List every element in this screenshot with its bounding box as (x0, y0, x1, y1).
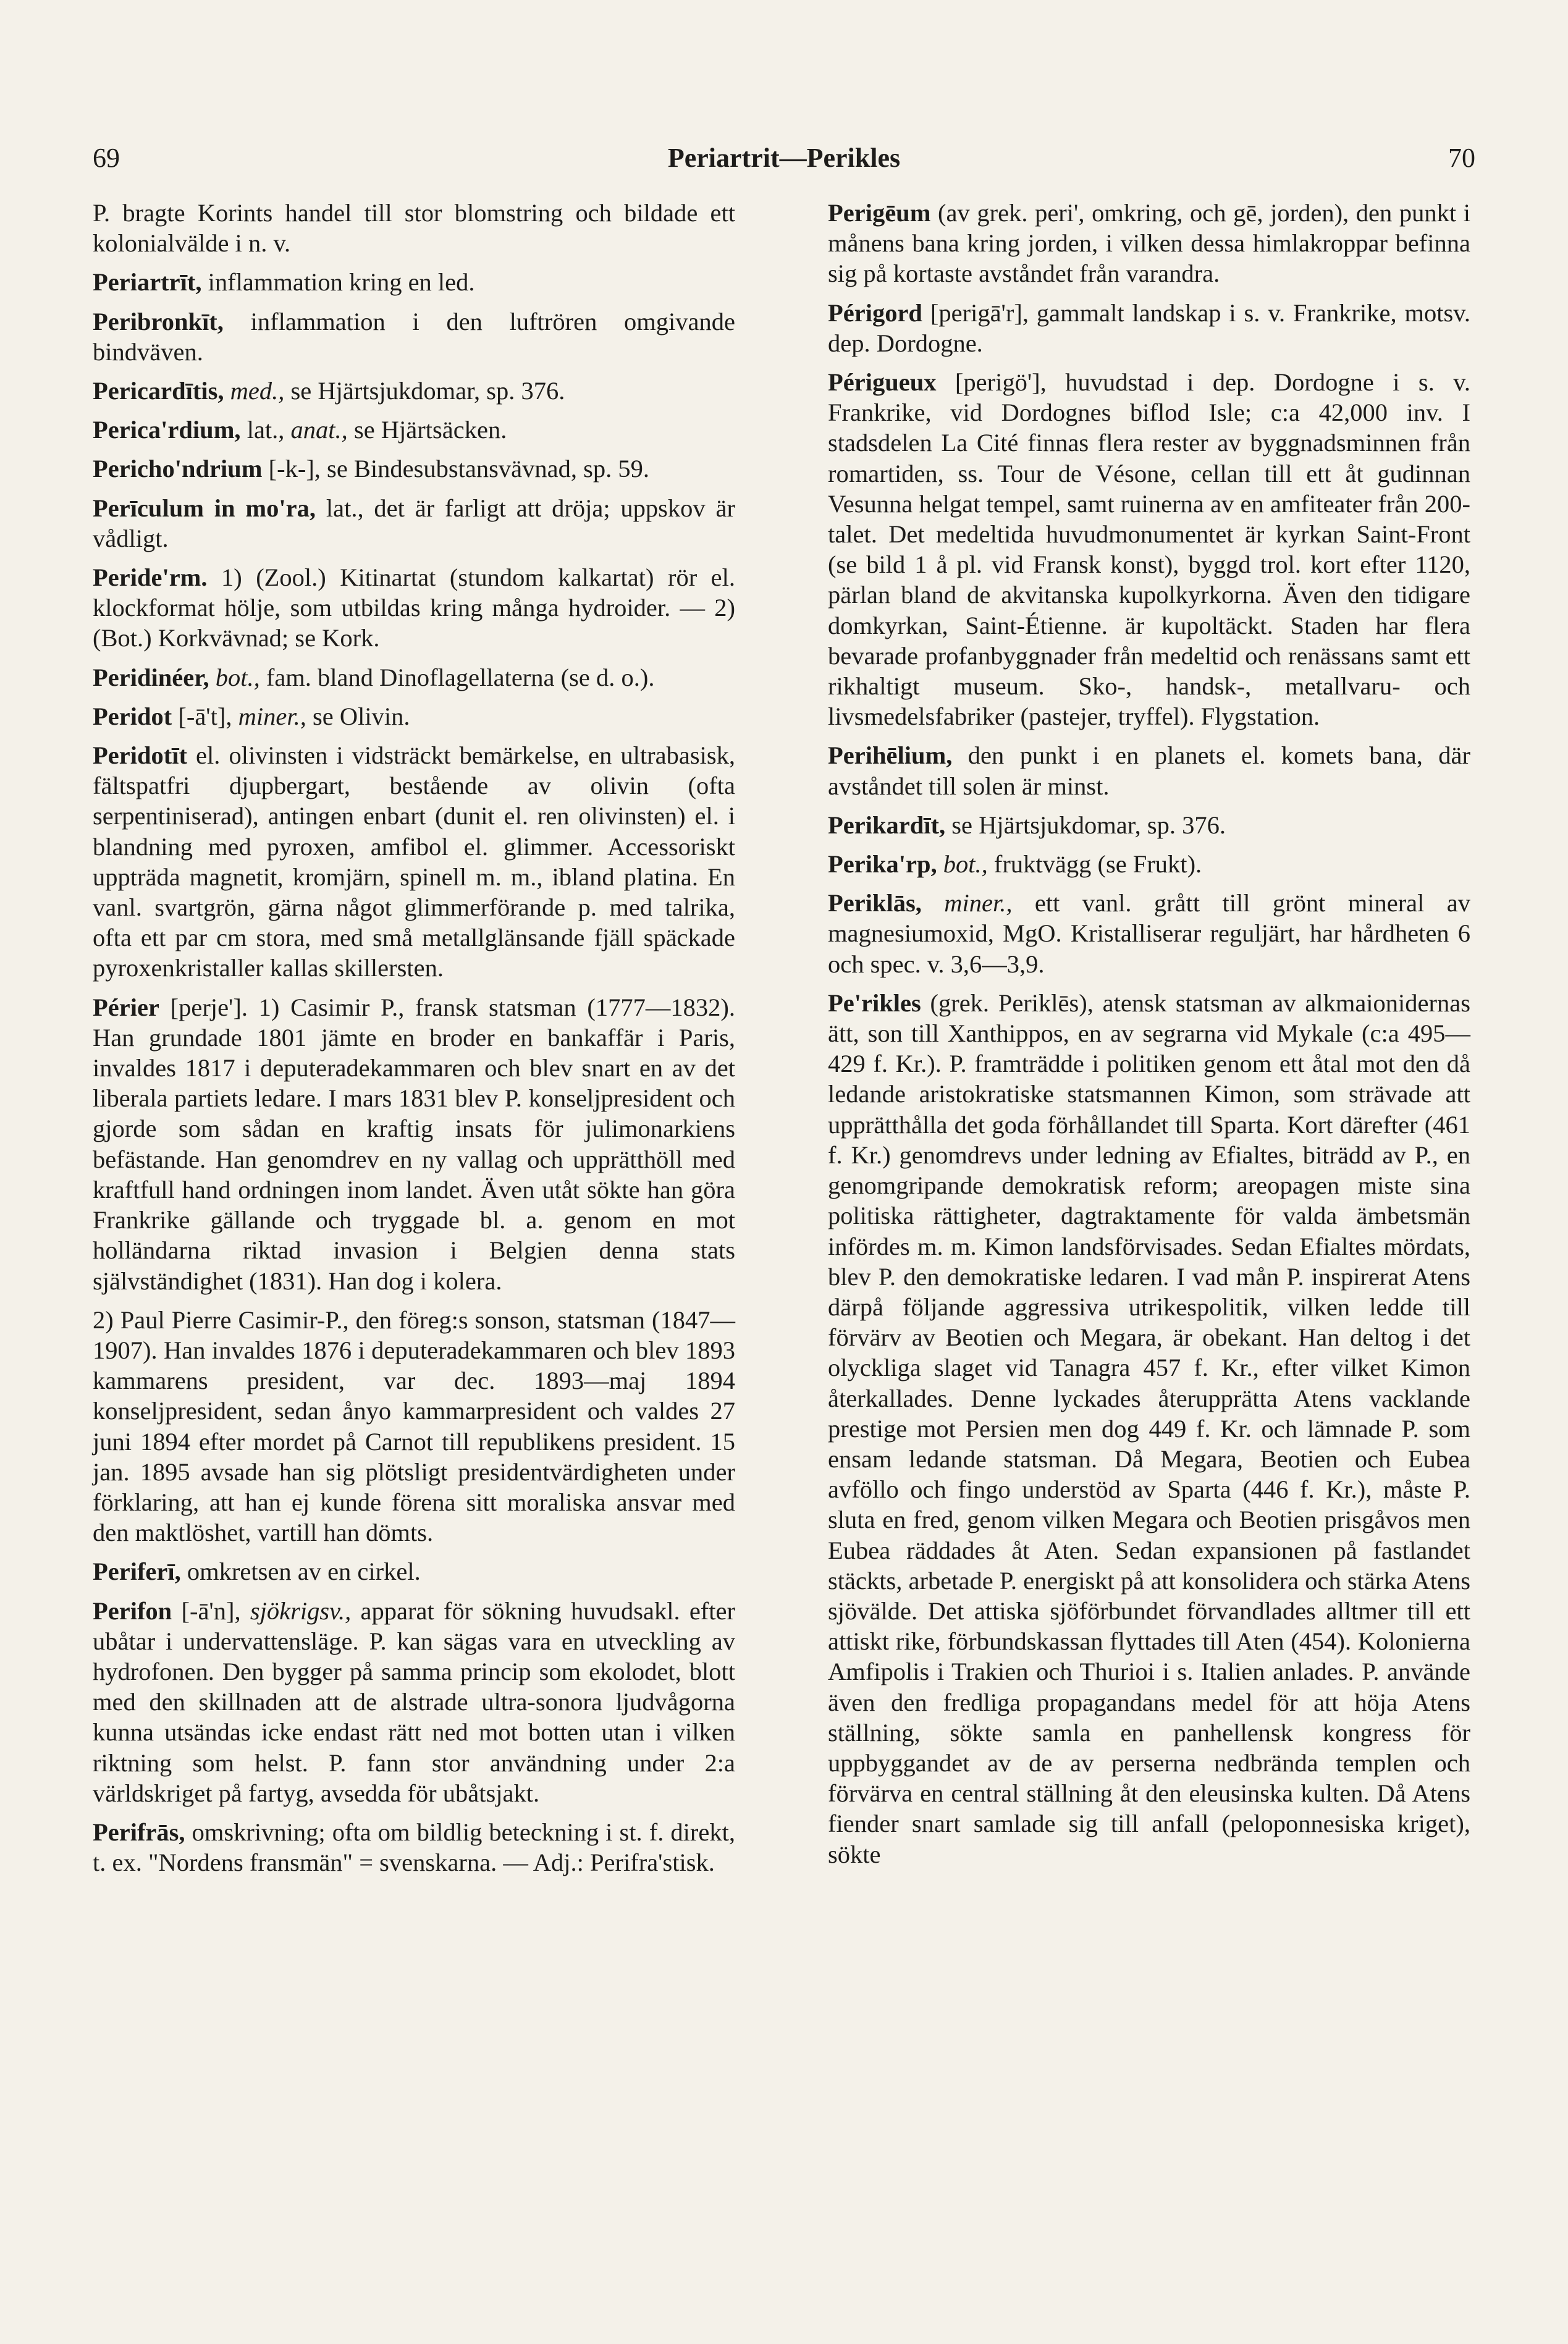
entry-headword: Peridinéer, (93, 663, 209, 691)
entry-text: omkretsen av en cirkel. (180, 1558, 421, 1586)
dictionary-entry (828, 740, 1470, 801)
entry-text-cont: se Hjärtsäcken. (347, 416, 507, 444)
right-column (828, 198, 1470, 1878)
entry-text: omskrivning; ofta om bildlig beteckning i st. f. direkt, t. ex. "Nordens fransmän" = svenskarna. — Adj.: Perifra'stisk. (93, 1818, 735, 1877)
entry-headword: Perikardīt, (828, 811, 946, 839)
entry-headword: Perica'rdium, (93, 416, 241, 444)
entry-headword: Periartrīt, (93, 268, 202, 297)
dictionary-entry (828, 849, 1470, 879)
entry-text: [-k-], se Bindesubstansvävnad, sp. 59. (262, 455, 650, 483)
entry-headword: Perihēlium, (828, 741, 953, 770)
entry-field-label: med., (224, 377, 285, 405)
entry-text-cont: se Olivin. (306, 702, 410, 730)
entry-text: inflammation i den luftrören omgivande bindväven. (93, 307, 735, 366)
entry-field-label: bot., (209, 663, 260, 691)
dictionary-entry (93, 1596, 735, 1808)
entry-text: P. bragte Korints handel till stor blomstring och bildade ett kolonialvälde i n. v. (93, 199, 735, 258)
dictionary-entry (93, 992, 735, 1296)
entry-text: lat., (240, 416, 285, 444)
entry-text: ett vanl. grått till grönt mineral av magnesiumoxid, MgO. Kristalliserar reguljärt, har hårdheten 6 och spec. v. 3,6—3,9. (828, 889, 1470, 978)
dictionary-entry (93, 1556, 735, 1587)
dictionary-entry (828, 810, 1470, 840)
entry-text: [perigö'], huvudstad i dep. Dordogne i s. v. Frankrike, vid Dordognes biflod Isle; c:a 42,000 inv. I stadsdelen La Cité finnas flera rester av byggnadsminnen från romartiden, ss. Tour de Vésone, cellan till ett åt gudinnan Vesunna helgat tempel, samt ruinerna av en amfiteater från 200-talet. Det medeltida huvudmonumentet är kyrkan Saint-Front (se bild 1 å pl. vid Fransk konst), byggd trol. kort efter 1120, pärlan bland de akvitanska kupolkyrkorna. Även den tidigare domkyrkan, Saint-Étienne. är kupoltäckt. Staden har flera bevarade profanbyggnader från medeltid och renässans samt ett rikhaltigt museum. Sko-, handsk-, metallvaru- och livsmedelsfabriker (pastejer, tryffel). Flygstation. (828, 368, 1470, 731)
entry-headword: Perifrās, (93, 1818, 185, 1846)
dictionary-entry (93, 740, 735, 984)
entry-text: 2) Paul Pierre Casimir-P., den föreg:s sonson, statsman (1847—1907). Han invaldes 1876 i deputeradekammaren och blev 1893 kammarens president, var dec. 1893—maj 1894 konseljpresident, sedan ånyo kammarpresident och valdes 27 juni 1894 efter mordet på Carnot till republikens president. 15 jan. 1895 avsade han sig plötsligt presidentvärdigheten under förklaring, att han ej kunde förena sitt moraliska ansvar med den maktlöshet, vartill han dömts. (93, 1305, 735, 1547)
entry-field-label: miner., (921, 889, 1013, 917)
running-title: Periartrit—Perikles (667, 143, 901, 173)
entry-headword: Perigēum (828, 199, 931, 227)
entry-text: [-ā'n], (172, 1596, 241, 1625)
entry-text: fruktvägg (se Frukt). (987, 850, 1202, 879)
entry-headword: Periferī, (93, 1558, 181, 1586)
entry-field-label: sjökrigsv., (240, 1596, 352, 1625)
dictionary-entry (93, 562, 735, 654)
entry-headword: Périgord (828, 298, 922, 327)
entry-headword: Perifon (93, 1596, 172, 1625)
dictionary-entry (828, 298, 1470, 358)
entry-text: [perje']. 1) Casimir P., fransk statsman (1777—1832). Han grundade 1801 jämte en broder en bankaffär i Paris, invaldes 1817 i deputeradekammaren och blev snart en av det liberala partiets ledare. I mars 1831 blev P. konseljpresident och gjorde som sådan en kraftig insats för julimonarkiens befästande. Han genomdrev en ny vallag och upprätthöll med kraftfull hand ordningen inom landet. Även utåt sökte han göra Frankrike gällande och tryggade bl. a. genom en mot holländarna riktad invasion i Belgien denna stats självständighet (1831). Han dog i kolera. (93, 993, 735, 1295)
dictionary-entry (93, 376, 735, 406)
entry-text: 1) (Zool.) Kitinartat (stundom kalkartat) rör el. klockformat hölje, som utbildas kring många hydroider. — 2) (Bot.) Korkvävnad; se Kork. (93, 563, 735, 652)
page-header (93, 142, 1475, 179)
entry-headword: Periklās, (828, 889, 922, 917)
entry-text: fam. bland Dinoflagellaterna (se d. o.). (259, 663, 655, 691)
dictionary-entry (828, 198, 1470, 289)
entry-text: inflammation kring en led. (201, 268, 475, 297)
dictionary-entry (93, 453, 735, 484)
entry-field-label: miner., (232, 702, 306, 730)
dictionary-entry (828, 367, 1470, 731)
entry-headword: Peride'rm. (93, 563, 208, 592)
dictionary-entry (93, 198, 735, 258)
entry-text: se Hjärtsjukdomar, sp. 376. (945, 811, 1226, 839)
entry-text: (av grek. peri', omkring, och gē, jorden), den punkt i månens bana kring jorden, i vilken dessa himlakroppar befinna sig på kortaste avståndet från varandra. (828, 199, 1470, 288)
entry-headword: Pericho'ndrium (93, 455, 263, 483)
entry-field-label: bot., (937, 850, 988, 879)
entry-text: se Hjärtsjukdomar, sp. 376. (284, 377, 565, 405)
entry-headword: Peribronkīt, (93, 307, 224, 335)
entry-headword: Peridot (93, 702, 172, 730)
entry-text-cont: apparat för sökning huvudsakl. efter ubåtar i undervattensläge. P. kan sägas vara en utveckling av hydrofonen. Den bygger på samma princip som ekolodet, blott med den skillnaden att de alstrade ultra-sonora ljudvågorna kunna utsändas icke endast rätt ned mot botten utan i vilken riktning som helst. P. fann stor användning under 2:a världskriget på fartyg, avsedda för ubåtsjakt. (93, 1596, 735, 1807)
entry-text: den punkt i en planets el. komets bana, där avståndet till solen är minst. (828, 741, 1470, 800)
dictionary-entry (828, 888, 1470, 979)
entry-headword: Perīculum in mo'ra, (93, 494, 316, 522)
entry-headword: Périer (93, 993, 159, 1021)
page-number-right: 70 (1448, 143, 1475, 173)
entry-text: [-ā't], (172, 702, 232, 730)
entry-headword: Perika'rp, (828, 850, 937, 879)
entry-text: el. olivinsten i vidsträckt bemärkelse, en ultrabasisk, fältspatfri djupbergart, bestående av olivin (ofta serpentiniserad), antingen enbart (dunit el. ren olivinsten) el. i blandning med pyroxen, amfibol el. glimmer. Accessoriskt uppträda magnetit, kromjärn, spinell m. m., ibland platina. En vanl. svartgrön, gärna något glimmerförande p. med talrika, ofta ett par cm stora, med små metallglänsande fjäll späckade pyroxenkristaller kallas skillersten. (93, 741, 735, 982)
dictionary-entry (93, 415, 735, 445)
dictionary-entry (93, 1817, 735, 1878)
dictionary-entry (93, 306, 735, 367)
entry-field-label: anat., (284, 416, 348, 444)
entry-headword: Peridotīt (93, 741, 187, 770)
entry-text: [perigā'r], gammalt landskap i s. v. Frankrike, motsv. dep. Dordogne. (828, 298, 1470, 357)
dictionary-entry (93, 267, 735, 297)
entry-headword: Pe'rikles (828, 989, 921, 1017)
dictionary-entry (93, 701, 735, 731)
entry-text: (grek. Periklēs), atensk statsman av alkmaionidernas ätt, son till Xanthippos, en av segrarna vid Mykale (c:a 495—429 f. Kr.). P. framträdde i politiken genom ett åtal mot den då ledande aristokratiske statsmannen Kimon, som strävade att upprätthålla det goda förhållandet till Sparta. Kort därefter (461 f. Kr.) genomdrevs under ledning av Efialtes, biträdd av P., en genomgripande demokratisk reform; areopagen miste sina politiska rättigheter, dagtraktamente för valda ämbetsmän infördes m. m. Kimon landsförvisades. Sedan Efialtes mördats, blev P. den demokratiske ledaren. I vad mån P. inspirerat Atens därpå följande aggressiva utrikespolitik, vilken ledde till förvärv av Beotien och Megara, är obekant. Han deltog i det olyckliga slaget vid Tanagra 457 f. Kr., efter vilket Kimon återkallades. Denne lyckades återupprätta Atens vacklande prestige mot Persien men dog 449 f. Kr. och lämnade P. som ensam ledande statsman. Då Megara, Beotien och Eubea avföllo och fingo understöd av Sparta (446 f. Kr.), måste P. sluta en fred, genom vilken Megara och Beotien prisgåvos men Eubea räddades åt Aten. Sedan expansionen på fastlandet stäckts, arbetade P. energiskt på att konsolidera och stärka Atens sjövälde. Det attiska sjöförbundet förvandlades alltmer till ett attiskt rike, förbundskassan flyttades till Aten (454). Kolonierna Amfipolis i Trakien och Thurioi i s. Italien anlades. P. använde även den fredliga propagandans medel för att höja Atens ställning, sökte samla en panhellensk kongress för uppbyggandet av de av perserna nedbrända templen och förvärva en central ställning åt den eleusinska kulten. Då Atens fiender snart samlade sig till anfall (peloponnesiska kriget), sökte (828, 989, 1470, 1868)
left-column (93, 198, 735, 1886)
entry-text: lat., det är farligt att dröja; uppskov är vådligt. (93, 494, 735, 552)
entry-headword: Périgueux (828, 368, 937, 397)
dictionary-entry (93, 662, 735, 693)
dictionary-entry (93, 493, 735, 554)
entry-headword: Pericardītis, (93, 377, 224, 405)
dictionary-entry (828, 988, 1470, 1870)
page-number-left: 69 (93, 143, 120, 173)
dictionary-entry (93, 1305, 735, 1548)
